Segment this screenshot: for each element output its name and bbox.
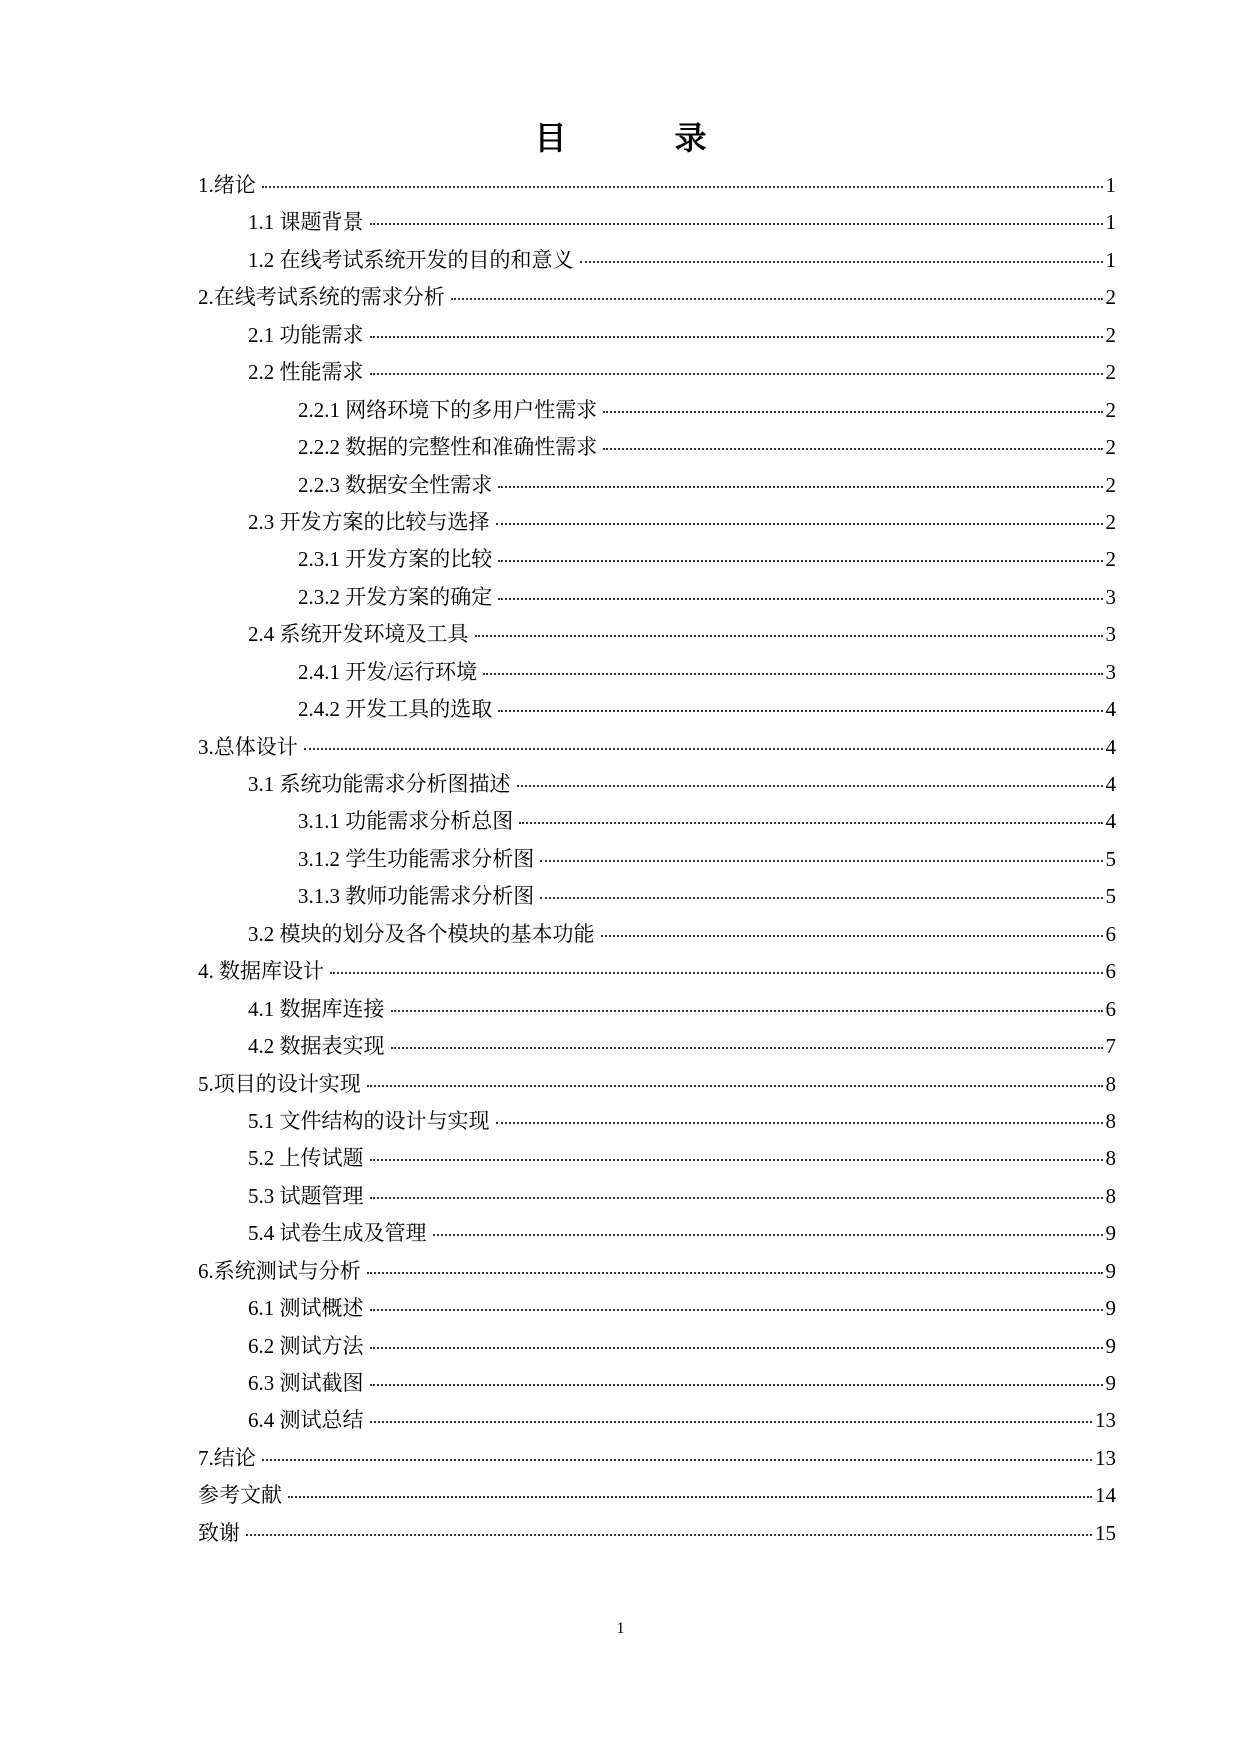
toc-entry-label: 4.2 数据表实现 [248,1034,385,1059]
toc-dot-leader [370,1309,1103,1311]
toc-dot-leader [391,1010,1103,1012]
toc-entry-label: 3.1.1 功能需求分析总图 [298,809,514,834]
toc-entry-page-number: 8 [1105,1183,1116,1208]
toc-entry[interactable] [198,1178,1116,1215]
toc-entry-page-number: 1 [1105,247,1116,272]
page-title: 目 录 [534,120,745,156]
toc-entry[interactable] [198,1365,1116,1402]
toc-entry-page-number: 15 [1095,1520,1116,1545]
toc-entry[interactable] [198,654,1116,691]
toc-entry-label: 6.1 测试概述 [248,1296,364,1321]
toc-dot-leader [370,1197,1103,1199]
toc-entry-page-number: 4 [1105,772,1116,796]
toc-entry-page-number: 6 [1105,921,1116,946]
toc-entry-label: 3.1.3 教师功能需求分析图 [298,884,535,909]
toc-entry[interactable] [198,1402,1116,1439]
toc-entry-label: 2.4.1 开发/运行环境 [298,659,478,684]
toc-entry-label: 5.2 上传试题 [248,1146,364,1171]
toc-entry-page-number: 2 [1105,322,1116,347]
toc-entry[interactable] [198,279,1116,316]
toc-entry-label: 2.2.2 数据的完整性和准确性需求 [298,435,598,460]
toc-entry-page-number: 9 [1105,1371,1116,1395]
toc-entry-label: 2.2.1 网络环境下的多用户性需求 [298,397,598,422]
toc-entry-page-number: 3 [1105,584,1116,609]
toc-entry-page-number: 1 [1105,173,1116,197]
toc-dot-leader [498,598,1102,600]
toc-entry-label: 2.3 开发方案的比较与选择 [248,509,490,534]
toc-entry[interactable] [198,1290,1116,1327]
toc-entry-label: 3.1.2 学生功能需求分析图 [298,846,535,871]
toc-entry-page-number: 1 [1105,210,1116,235]
toc-entry-label: 2.2.3 数据安全性需求 [298,472,493,497]
toc-entry-page-number: 9 [1105,1333,1116,1358]
toc-dot-leader [288,1496,1092,1498]
toc-dot-leader [370,1384,1103,1386]
toc-entry-page-number: 14 [1095,1483,1116,1508]
toc-dot-leader [483,673,1102,675]
toc-entry[interactable] [198,204,1116,241]
toc-dot-leader [540,860,1102,862]
toc-entry-label: 1.绪论 [198,173,256,197]
toc-entry[interactable] [198,167,1116,204]
toc-entry[interactable] [198,841,1116,878]
toc-entry-label: 2.2 性能需求 [248,360,364,385]
toc-entry-label: 1.2 在线考试系统开发的目的和意义 [248,247,574,272]
toc-entry-page-number: 9 [1105,1221,1116,1246]
toc-dot-leader [370,336,1103,338]
toc-entry-page-number: 4 [1105,734,1116,759]
toc-entry-label: 3.总体设计 [198,734,298,759]
toc-entry[interactable] [198,1066,1116,1103]
toc-entry[interactable] [198,467,1116,504]
toc-entry[interactable] [198,729,1116,766]
toc-entry-page-number: 6 [1105,996,1116,1021]
toc-dot-leader [498,486,1102,488]
toc-entry[interactable] [198,616,1116,653]
toc-entry-page-number: 2 [1105,472,1116,497]
toc-entry[interactable] [198,1103,1116,1140]
toc-dot-leader [580,261,1103,263]
toc-entry[interactable] [198,1328,1116,1365]
toc-entry-page-number: 2 [1105,285,1116,310]
toc-entry[interactable] [198,242,1116,279]
toc-entry-page-number: 2 [1105,360,1116,385]
toc-dot-leader [370,1421,1093,1423]
toc-dot-leader [496,1122,1103,1124]
toc-entry[interactable] [198,953,1116,990]
toc-dot-leader [370,1159,1103,1161]
toc-entry-label: 2.1 功能需求 [248,322,364,347]
toc-entry[interactable] [198,766,1116,803]
toc-entry[interactable] [198,991,1116,1028]
toc-entry-page-number: 4 [1105,809,1116,834]
toc-dot-leader [601,935,1103,937]
toc-entry-label: 5.1 文件结构的设计与实现 [248,1108,490,1133]
toc-entry-label: 5.4 试卷生成及管理 [248,1221,427,1246]
toc-entry-page-number: 2 [1105,509,1116,534]
toc-entry[interactable] [198,392,1116,429]
toc-entry-page-number: 8 [1105,1071,1116,1096]
toc-entry-label: 3.2 模块的划分及各个模块的基本功能 [248,921,595,946]
toc-dot-leader [246,1534,1092,1536]
toc-entry-label: 参考文献 [198,1483,282,1508]
toc-dot-leader [370,373,1103,375]
toc-entry[interactable] [198,579,1116,616]
toc-entry[interactable] [198,1440,1116,1477]
toc-entry[interactable] [198,1477,1116,1514]
toc-entry-page-number: 13 [1095,1445,1116,1470]
toc-dot-leader [304,748,1103,750]
toc-entry-label: 致谢 [198,1520,240,1545]
toc-entry-page-number: 9 [1105,1296,1116,1321]
toc-dot-leader [451,298,1103,300]
toc-entry-label: 4.1 数据库连接 [248,996,385,1021]
toc-entry-page-number: 8 [1105,1108,1116,1133]
toc-entry[interactable] [198,691,1116,728]
toc-entry-label: 6.3 测试截图 [248,1371,364,1395]
toc-entry[interactable] [198,354,1116,391]
toc-dot-leader [498,560,1102,562]
toc-entry-label: 3.1 系统功能需求分析图描述 [248,772,511,796]
toc-dot-leader [475,635,1103,637]
toc-dot-leader [367,1272,1103,1274]
toc-entry[interactable] [198,541,1116,578]
toc-entry-page-number: 3 [1105,622,1116,647]
toc-entry[interactable] [198,429,1116,466]
toc-entry-page-number: 2 [1105,435,1116,460]
toc-entry-page-number: 8 [1105,1146,1116,1171]
toc-entry[interactable] [198,317,1116,354]
table-of-contents [198,167,1116,1552]
toc-entry-page-number: 6 [1105,959,1116,984]
toc-entry-page-number: 3 [1105,659,1116,684]
toc-dot-leader [603,411,1102,413]
page-number: 1 [616,1620,625,1637]
toc-entry[interactable] [198,916,1116,953]
toc-dot-leader [370,223,1103,225]
toc-entry[interactable] [198,1515,1116,1552]
toc-entry-label: 2.在线考试系统的需求分析 [198,285,445,310]
toc-dot-leader [330,972,1103,974]
toc-dot-leader [540,897,1102,899]
toc-entry-label: 6.系统测试与分析 [198,1258,361,1283]
toc-dot-leader [370,1347,1103,1349]
toc-entry[interactable] [198,803,1116,840]
toc-entry-page-number: 13 [1095,1408,1116,1433]
toc-dot-leader [262,186,1103,188]
toc-dot-leader [517,785,1103,787]
toc-entry-page-number: 7 [1105,1034,1116,1059]
toc-entry[interactable] [198,1140,1116,1177]
toc-entry-label: 1.1 课题背景 [248,210,364,235]
toc-dot-leader [391,1047,1103,1049]
toc-entry-label: 2.3.2 开发方案的确定 [298,584,493,609]
toc-entry-page-number: 5 [1105,884,1116,909]
toc-dot-leader [603,448,1102,450]
toc-dot-leader [262,1459,1092,1461]
toc-entry[interactable] [198,878,1116,915]
toc-entry-page-number: 9 [1105,1258,1116,1283]
toc-dot-leader [367,1085,1103,1087]
toc-entry-label: 2.3.1 开发方案的比较 [298,547,493,572]
toc-entry-label: 2.4 系统开发环境及工具 [248,622,469,647]
toc-entry-page-number: 5 [1105,846,1116,871]
toc-dot-leader [498,710,1102,712]
toc-entry-label: 4. 数据库设计 [198,959,324,984]
toc-dot-leader [496,523,1103,525]
toc-entry-label: 2.4.2 开发工具的选取 [298,697,493,722]
toc-dot-leader [433,1234,1103,1236]
toc-entry-label: 5.项目的设计实现 [198,1071,361,1096]
toc-entry-label: 6.2 测试方法 [248,1333,364,1358]
toc-entry-label: 6.4 测试总结 [248,1408,364,1433]
toc-entry-page-number: 2 [1105,397,1116,422]
toc-entry[interactable] [198,1028,1116,1065]
toc-entry[interactable] [198,504,1116,541]
toc-entry[interactable] [198,1253,1116,1290]
toc-entry-page-number: 4 [1105,697,1116,722]
toc-entry-page-number: 2 [1105,547,1116,572]
toc-entry-label: 5.3 试题管理 [248,1183,364,1208]
toc-dot-leader [519,822,1102,824]
toc-entry[interactable] [198,1215,1116,1252]
toc-entry-label: 7.结论 [198,1445,256,1470]
